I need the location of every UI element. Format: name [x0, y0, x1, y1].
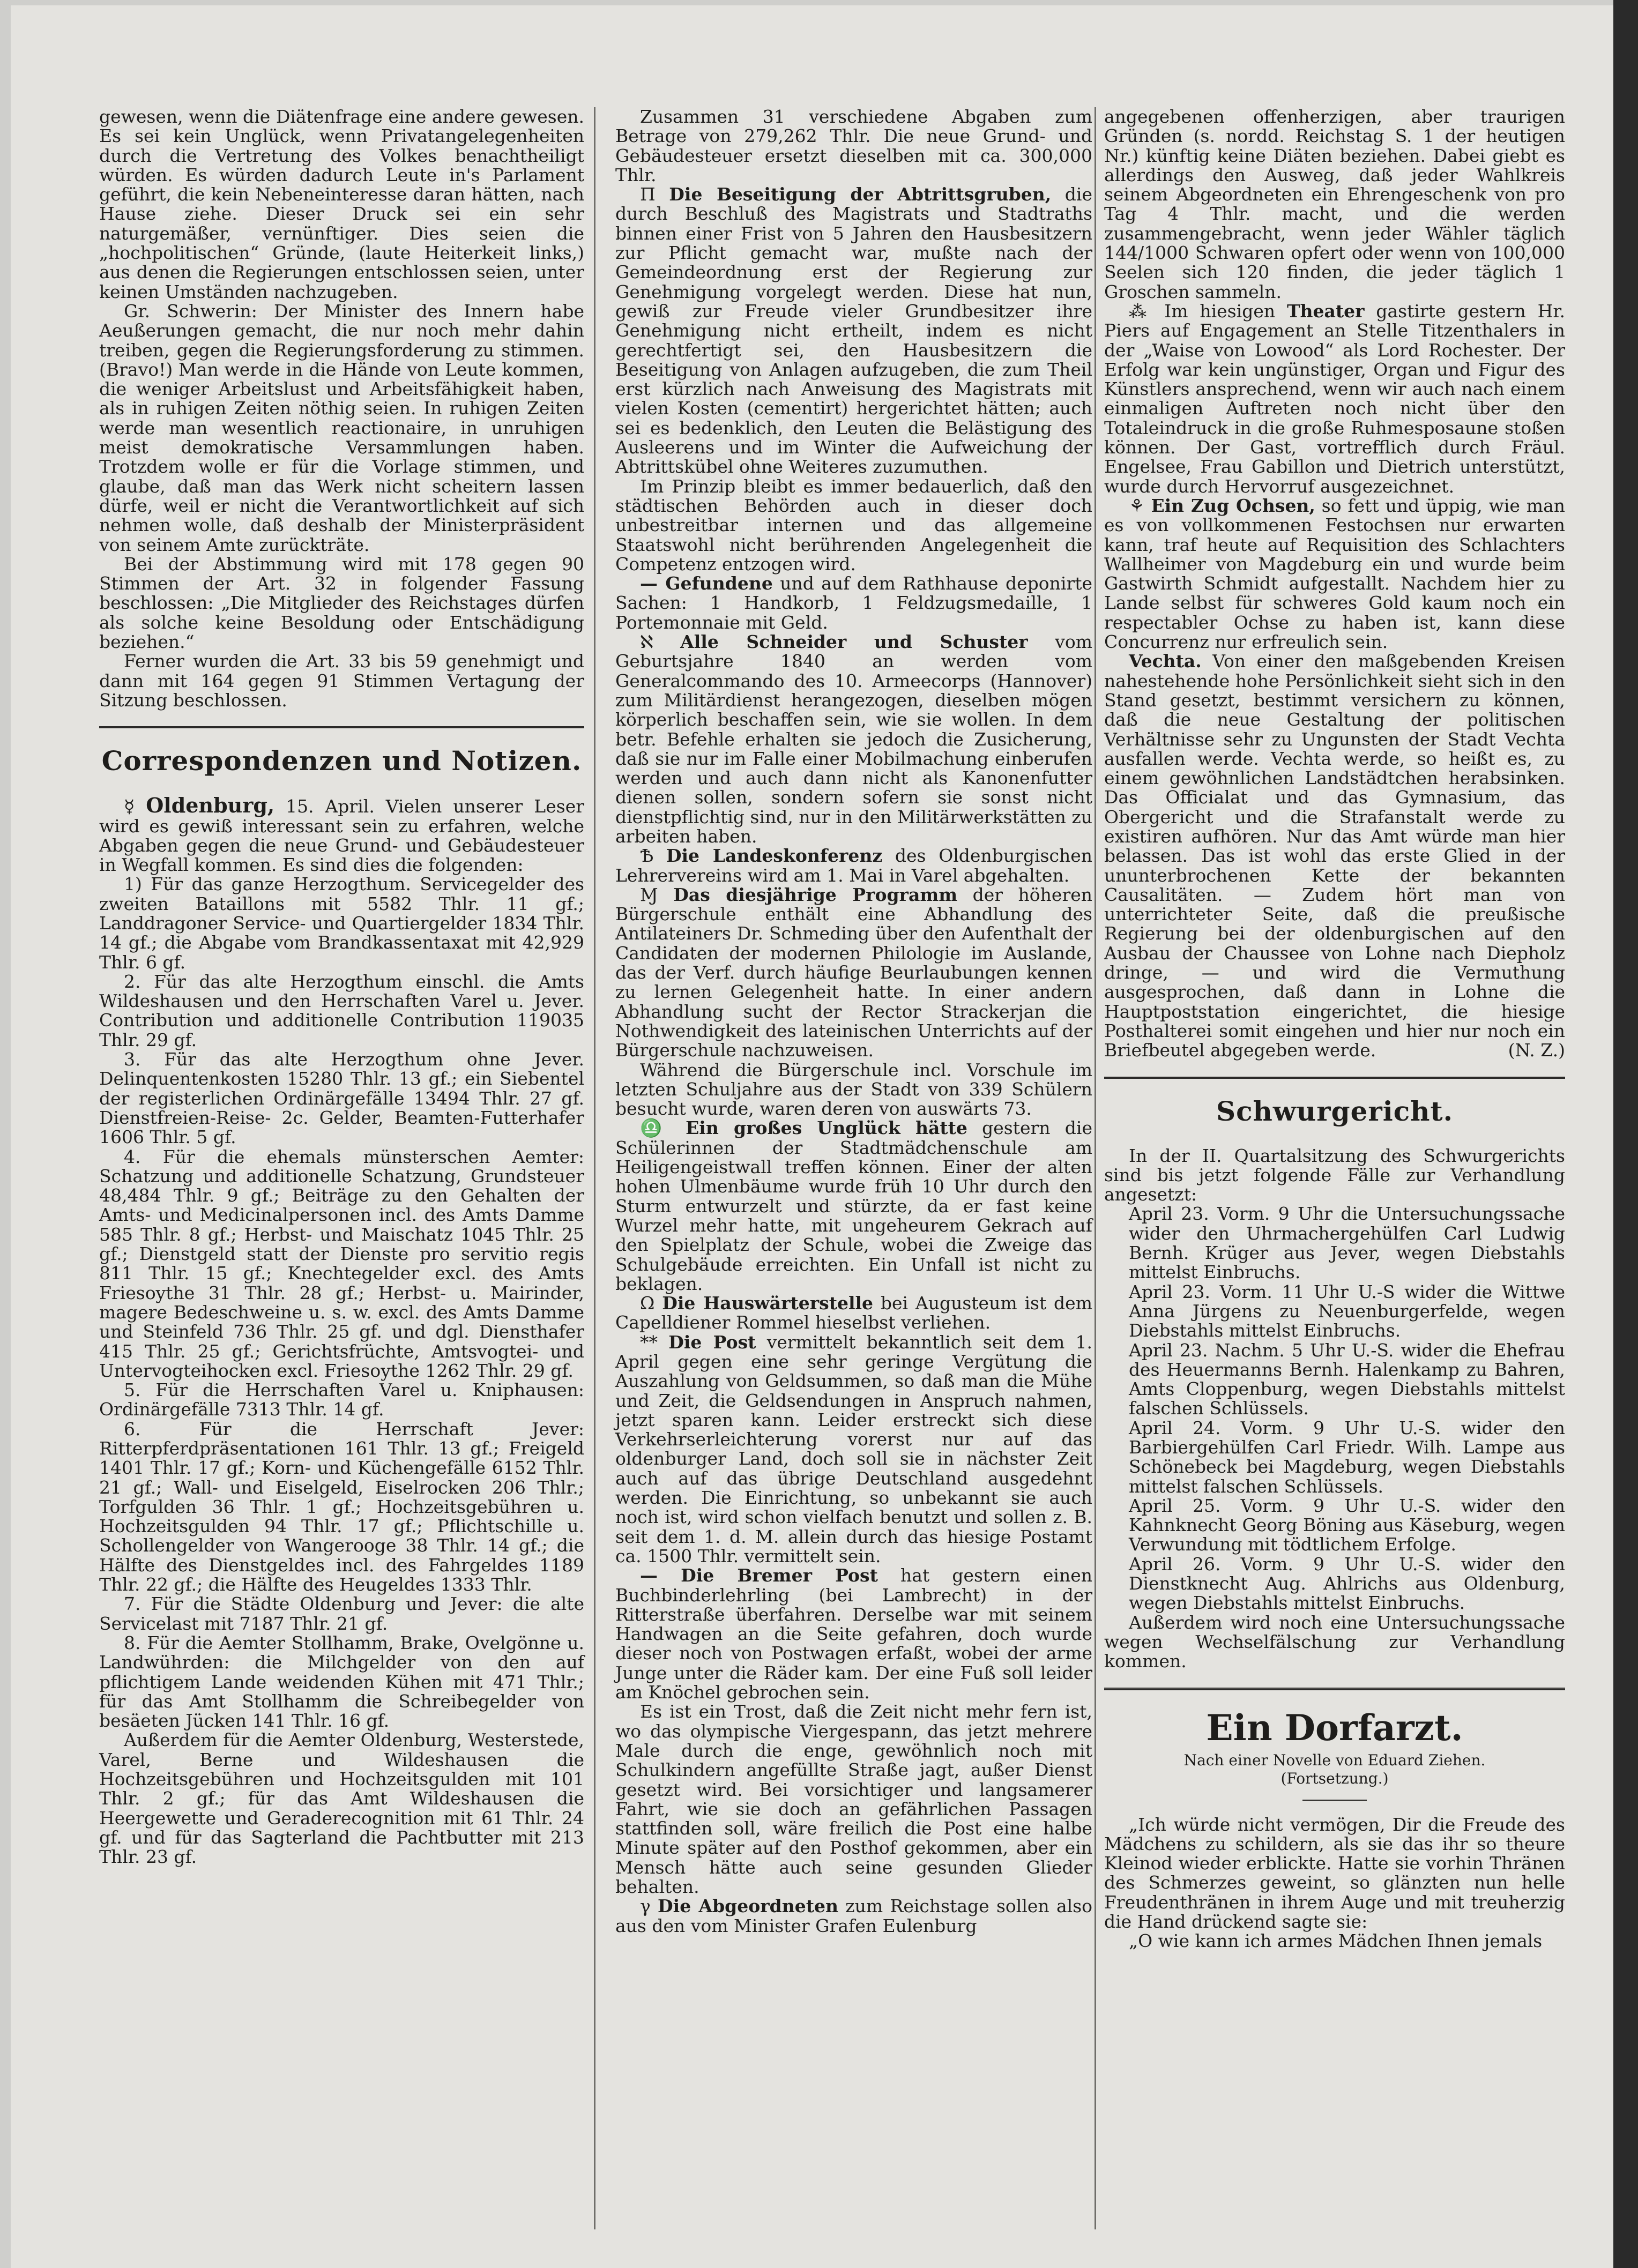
- lead-text: Die Hauswärterstelle: [662, 1293, 874, 1314]
- lead-text: Die Beseitigung der Abtrittsgruben,: [669, 184, 1052, 205]
- paragraph: Während die Bürgerschule incl. Vorschule im letzten Schuljahre aus der Stadt von 339 Schülern besucht wurde, waren deren von auswärts 73.: [615, 1059, 1092, 1120]
- list-item: 7. Für die Städte Oldenburg und Jever: die alte Servicelast mit 7187 Thlr. 21 gf.: [99, 1593, 584, 1634]
- scan-edge: [1613, 0, 1638, 2268]
- feuilleton-title: Ein Dorfarzt.: [1206, 1706, 1463, 1749]
- list-item: 4. Für die ehemals münsterschen Aemter: Schatzung und additionelle Schatzung, Grundsteuer 48,484 Thlr. 9 gf.; Beiträge zu den Gehalten der Amts- und Medicinalpersonen incl. des Amts Damme 585 Thlr. 8 gf.; Herbst- und Maischatz 1045 Thlr. 25 gf.; Dienstgeld statt der Dienste pro servitio regis 811 Thlr. 15 gf.; Knechtegelder excl. des Amts Friesoythe 31 Thlr. 28 gf.; Herbst- u. Mairinder, magere Bedeschweine u. s. w. excl. des Amts Damme und Steinfeld 736 Thlr. 25 gf. und dgl. Diensthafer 415 Thlr. 25 gf.; Gerichtsfrüchte, Amtsvogtei- und Untervogteihocken excl. Friesoythe 1262 Thlr. 29 gf.: [99, 1146, 584, 1381]
- paragraph: ℵ Alle Schneider und Schuster vom Geburtsjahre 1840 an werden vom Generalcommando des 10. Armeecorps (Hannover) zum Militärdienst herangezogen, dieselben mögen körperlich beschaffen sein, wie sie wollen. In dem betr. Befehle erhalten sie jedoch die Zusicherung, daß sie nur im Falle einer Mobilmachung einberufen werden und auch dann nicht als Kanonenfutter dienen sollen, sondern sofern sie sonst nicht dienstpflichtig sind, nur in den Militärwerkstätten zu arbeiten haben.: [615, 631, 1092, 847]
- list-item: 3. Für das alte Herzogthum ohne Jever. Delinquentenkosten 15280 Thlr. 13 gf.; ein Siebentel der registerlichen Ordinärgefälle 13494 Thlr. 27 gf. Dienstfreien-Reise- 2c. Gelder, Beamten-Futterhafer 1606 Thlr. 5 gf.: [99, 1049, 584, 1148]
- feuilleton-continuation: (Fortsetzung.): [1280, 1769, 1389, 1787]
- lead-text: Ein großes Unglück hätte: [686, 1117, 967, 1139]
- lead-text: Theater: [1286, 300, 1365, 322]
- lead-text: Vechta.: [1129, 651, 1202, 672]
- lead-text: — Die Bremer Post: [640, 1565, 878, 1586]
- paragraph: ⚘ Ein Zug Ochsen, so fett und üppig, wie man es von vollkommenen Festochsen nur erwarten kann, traf heute auf Requisition des Schlachters Wallheimer von Magdeburg ein und wurde beim Gastwirth Schmidt aufgestallt. Nachdem hier zu Lande selbst für schweres Gold kaum noch ein respectabler Ochse zu haben ist, kann diese Concurrenz nur erfreulich sein.: [1104, 495, 1566, 653]
- column-divider: [594, 107, 595, 2229]
- paragraph: „Ich würde nicht vermögen, Dir die Freude des Mädchens zu schildern, als sie das ihr so theure Kleinod wieder erblickte. Hatte sie vorhin Thränen des Schmerzes geweint, so glänzten nun helle Freudenthränen in ihrem Auge und mit treuherzig die Hand drückend sagte sie:: [1104, 1814, 1565, 1933]
- list-item: 5. Für die Herrschaften Varel u. Kniphausen: Ordinärgefälle 7313 Thlr. 14 gf.: [99, 1379, 584, 1420]
- paragraph: In der II. Quartalsitzung des Schwurgerichts sind bis jetzt folgende Fälle zur Verhandlung angesetzt:: [1104, 1145, 1565, 1205]
- paragraph: — Die Bremer Post hat gestern einen Buchbinderlehrling (bei Lambrecht) in der Ritterstraße überfahren. Derselbe war mit seinem Handwagen an die Seite gefahren, doch wurde dieser noch von Postwagen erfaßt, wobei der arme Junge unter die Räder kam. Der eine Fuß soll leider am Knöchel gebrochen sein.: [615, 1565, 1093, 1703]
- paragraph: Im Prinzip bleibt es immer bedauerlich, daß den städtischen Behörden auch in dieser doch unbestreitbar internen und das allgemeine Staatswohl nicht berührenden Angelegenheit die Competenz entzogen wird.: [615, 475, 1092, 575]
- list-item: 2. Für das alte Herzogthum einschl. die Amts Wildeshausen und den Herrschaften Varel u. Jever. Contribution und additionelle Contribution 119035 Thlr. 29 gf.: [99, 971, 584, 1050]
- lead-text: Alle Schneider und Schuster: [680, 631, 1028, 653]
- paragraph: Außerdem wird noch eine Untersuchungssache wegen Wechselfälschung zur Verhandlung kommen.: [1104, 1612, 1565, 1672]
- paragraph: Ferner wurden die Art. 33 bis 59 genehmigt und dann mit 164 gegen 91 Stimmen Vertagung der Sitzung beschlossen.: [99, 651, 584, 711]
- case-item: April 25. Vorm. 9 Uhr U.-S. wider den Kahnknecht Georg Böning aus Käseburg, wegen Verwundung mit tödtlichem Erfolge.: [1129, 1495, 1565, 1555]
- paragraph: Gr. Schwerin: Der Minister des Innern habe Aeußerungen gemacht, die nur noch mehr dahin treiben, gegen die Regierungsforderung zu stimmen. (Bravo!) Man werde in die Hände von Leute kommen, die weniger Arbeitslust und Arbeitsfähigkeit haben, als in ruhigen Zeiten nöthig seien. In ruhigen Zeiten werde man wesentlich reactionaire, in unruhigen meist demokratische Versammlungen haben. Trotzdem wolle er für die Vorlage stimmen, und glaube, daß man das Werk nicht scheitern lassen dürfe, weil er nicht die Verantwortlichkeit auf sich nehmen wolle, daß deshalb der Ministerpräsident von seinem Amte zurückträte.: [99, 300, 584, 555]
- column-right: [1104, 107, 1565, 1951]
- paragraph: Ω Die Hauswärterstelle bei Augusteum ist dem Capelldiener Rommel hieselbst verliehen.: [615, 1293, 1092, 1333]
- paragraph: [99, 793, 584, 876]
- paragraph: Bei der Abstimmung wird mit 178 gegen 90 Stimmen der Art. 32 in folgender Fassung beschlossen: „Die Mitglieder des Reichstages dürfen als solche keine Besoldung oder Entschädigung beziehen.“: [99, 553, 584, 653]
- paragraph: ♎ Ein großes Unglück hätte gestern die Schülerinnen der Stadtmädchenschule am Heiligengeistwall treffen können. Einer der alten hohen Ulmenbäume wurde früh 10 Uhr durch den Sturm entwurzelt und stürzte, da er fast keine Wurzel mehr hatte, mit ungeheurem Gekrach auf den Spielplatz der Schule, wobei die Zweige das Schulgebäude erreichten. Ein Unfall ist nicht zu beklagen.: [615, 1117, 1092, 1294]
- paragraph: Es ist ein Trost, daß die Zeit nicht mehr fern ist, wo das olympische Viergespann, das jetzt mehrere Male durch die enge, gewöhnlich noch mit Schulkindern angefüllte Straße jagt, außer Dienst gesetzt wird. Bei vorsichtiger und langsamerer Fahrt, wie sie doch an gefährlichen Passagen stattfinden soll, wäre freilich die Post eine halbe Minute später auf den Posthof gekommen, aber ein Mensch hätte auch seine gesunden Glieder behalten.: [615, 1701, 1092, 1898]
- column-middle: [615, 107, 1092, 1936]
- section-heading: Correspondenzen und Notizen.: [101, 745, 582, 777]
- feuilleton-byline: Nach einer Novelle von Eduard Ziehen.: [1183, 1751, 1486, 1769]
- case-item: April 23. Vorm. 9 Uhr die Untersuchungssache wider den Uhrmachergehülfen Carl Ludwig Bernh. Krüger aus Jever, wegen Diebstahls mittelst Einbruchs.: [1129, 1203, 1565, 1283]
- list-item: 1) Für das ganze Herzogthum. Servicegelder des zweiten Bataillons mit 5582 Thlr. 11 gf.; Landdragoner Service- und Quartiergelder 1834 Thlr. 14 gf.; die Abgabe vom Brandkassentaxat mit 42,929 Thlr. 6 gf.: [99, 874, 584, 973]
- paragraph: ⁂ Im hiesigen Theater gastirte gestern Hr. Piers auf Engagement an Stelle Titzenthalers in der „Waise von Lowood“ als Lord Rochester. Der Erfolg war kein ungünstiger, Organ und Figur des Künstlers ansprechend, wenn wir auch nach einem einmaligen Auftreten noch nicht über den Totaleindruck in die große Ruhmesposaune stoßen können. Der Gast, vortrefflich durch Fräul. Engelsee, Frau Gabillon und Dietrich unterstützt, wurde durch Hervorruf ausgezeichnet.: [1104, 300, 1565, 497]
- section-heading: Schwurgericht.: [1216, 1095, 1454, 1127]
- paragraph: „O wie kann ich armes Mädchen Ihnen jemals: [1129, 1930, 1543, 1952]
- paragraph: Vechta. Von einer den maßgebenden Kreisen nahestehende hohe Persönlichkeit sieht sich in den Stand gesetzt, bestimmt versichern zu können, daß die neue Gestaltung der politischen Verhältnisse sehr zu Ungunsten der Stadt Vechta ausfallen werde. Vechta werde, so heißt es, zu einem gewöhnlichen Landstädtchen herabsinken. Das Officialat und das Gymnasium, das Obergericht und die Strafanstalt werde zu existiren aufhören. Nur das Amt würde man hier belassen. Das ist wohl das erste Glied in der ununterbrochenen Kette der bekannten Causalitäten. — Zudem hört man von unterrichteter Seite, daß die preußische Regierung bei der oldenburgischen auf den Ausbau der Chaussee von Lohne nach Diepholz dringe, — und wird die Vermuthung ausgesprochen, daß dann in Lohne die Hauptpoststation eingerichtet, die hiesige Posthalterei somit eingehen und hier nur noch ein Briefbeutel abgegeben werde. (N. Z.): [1104, 651, 1565, 1061]
- lead-text: Die Abgeordneten: [658, 1896, 838, 1917]
- lead-text: — Gefundene: [640, 573, 773, 594]
- section-rule: [99, 726, 584, 728]
- lead-text: Die Landeskonferenz: [666, 845, 883, 867]
- paragraph: angegebenen offenherzigen, aber traurigen Gründen (s. nordd. Reichstag S. 1 der heutigen Nr.) künftig keine Diäten beziehen. Dabei giebt es allerdings den Ausweg, daß jeder Wahlkreis seinem Abgeordneten ein Ehrengeschenk von pro Tag 4 Thlr. macht, und die werden zusammengebracht, wenn jeder Wähler täglich 144/1000 Schwaren opfert oder wenn von 100,000 Seelen sich 120 finden, die jeder täglich 1 Groschen sammeln.: [1104, 106, 1565, 302]
- case-item: April 26. Vorm. 9 Uhr U.-S. wider den Dienstknecht Aug. Ahlrichs aus Oldenburg, wegen Diebstahls mittelst Einbruchs.: [1129, 1553, 1565, 1614]
- list-item: 6. Für die Herrschaft Jever: Ritterpferdpräsentationen 161 Thlr. 13 gf.; Freigeld 1401 Thlr. 17 gf.; Korn- und Küchengefälle 6152 Thlr. 21 gf.; Wall- und Eiselgeld, Eiselrocken 206 Thlr.; Torfgulden 36 Thlr. 1 gf.; Hochzeitsgebühren u. Hochzeitsgulden 94 Thlr. 17 gf.; Pflichtschille u. Schollengelder von Wangerooge 38 Thlr. 14 gf.; die Hälfte des Dienstgeldes incl. des Fahrgeldes 1189 Thlr. 22 gf.; die Hälfte des Heugeldes 1333 Thlr.: [99, 1418, 584, 1595]
- section-rule: [1104, 1688, 1565, 1692]
- short-rule: [1302, 1800, 1367, 1801]
- newspaper-page: [11, 5, 1613, 2268]
- paragraph: — Gefundene und auf dem Rathhause deponirte Sachen: 1 Handkorb, 1 Feldzugsmedaille, 1 Portemonnaie mit Geld.: [615, 573, 1093, 633]
- case-item: April 23. Vorm. 11 Uhr U.-S wider die Wittwe Anna Jürgens zu Neuenburgerfelde, wegen Diebstahls mittelst Einbruchs.: [1129, 1281, 1565, 1341]
- list-item: 8. Für die Aemter Stollhamm, Brake, Ovelgönne u. Landwührden: die Milchgelder von den auf pflichtigem Lande weidenden Kühen mit 471 Thlr.; für das Amt Stollhamm die Schreibegelder von besäeten Jücken 141 Thlr. 16 gf.: [99, 1632, 584, 1732]
- section-sign: ☿: [124, 796, 135, 817]
- source-signature: (N. Z.): [1508, 1040, 1565, 1061]
- paragraph: γ Die Abgeordneten zum Reichstage sollen also aus den vom Minister Grafen Eulenburg: [615, 1896, 1092, 1936]
- case-item: April 23. Nachm. 5 Uhr U.-S. wider die Ehefrau des Heuermanns Bernh. Halenkamp zu Bahren, Amts Cloppenburg, wegen Diebstahls mittelst falschen Schlüssels.: [1129, 1339, 1565, 1419]
- paragraph: Π Die Beseitigung der Abtrittsgruben, die durch Beschluß des Magistrats und Stadtraths binnen einer Frist von 5 Jahren den Hausbesitzern zur Pflicht gemacht war, mußte nach der Gemeindeordnung erst der Regierung zur Genehmigung vorgelegt werden. Diese hat nun, gewiß zur Freude vieler Grundbesitzer ihre Genehmigung nicht ertheilt, indem es nicht gerechtfertigt sei, den Hausbesitzern die Beseitigung von Anlagen aufzugeben, die zum Theil erst kürzlich nach Anweisung des Magistrats mit vielen Kosten (cementirt) hergerichtet hätten; auch sei es bedenklich, den Leuten die Belästigung des Ausleerens und im Winter die Aufweichung der Abtrittskübel ohne Weiteres zuzumuthen.: [615, 184, 1092, 478]
- lead-text: Ein Zug Ochsen,: [1151, 495, 1315, 516]
- column-divider: [1095, 107, 1096, 2229]
- paragraph: gewesen, wenn die Diätenfrage eine andere gewesen. Es sei kein Unglück, wenn Privatangelegenheiten durch die Vertretung des Volkes benachtheiligt würden. Es würden dadurch Leute in's Parlament geführt, die kein Nebeneinteresse daran hätten, nach Hause ziehe. Dieser Druck sei ein sehr naturgemäßer, vernünftiger. Dies seien die „hochpolitischen“ Gründe, (laute Heiterkeit links,) aus denen die Regierungen entschlossen seien, unter keinen Umständen nachzugeben.: [99, 106, 584, 302]
- paragraph-text: 15. April. Vielen unserer Leser wird es gewiß interessant sein zu erfahren, welche Abgaben gegen die neue Grund- und Gebäudesteuer in Wegfall kommen. Es sind dies die folgenden:: [99, 796, 584, 876]
- paragraph: Ѣ Die Landeskonferenz des Oldenburgischen Lehrervereins wird am 1. Mai in Varel abgehalten.: [615, 845, 1092, 886]
- lead-text: Das diesjährige Programm: [673, 884, 958, 905]
- dateline: Oldenburg,: [146, 793, 275, 818]
- paragraph: Zusammen 31 verschiedene Abgaben zum Betrage von 279,262 Thlr. Die neue Grund- und Gebäudesteuer ersetzt dieselben mit ca. 300,000 Thlr.: [615, 106, 1092, 185]
- column-left: [99, 107, 584, 1867]
- list-item: Außerdem für die Aemter Oldenburg, Westerstede, Varel, Berne und Wildeshausen die Hochzeitsgebühren und Hochzeitsgulden mit 101 Thlr. 2 gf.; für das Amt Wildeshausen die Heergewette und Geraderecognition mit 61 Thlr. 24 gf. und für das Sagterland die Pachtbutter mit 213 Thlr. 23 gf.: [99, 1729, 584, 1868]
- lead-text: Die Post: [668, 1331, 756, 1353]
- case-item: April 24. Vorm. 9 Uhr U.-S. wider den Barbiergehülfen Carl Friedr. Wilh. Lampe aus Schönebeck bei Magdeburg, wegen Diebstahls mittelst falschen Schlüssels.: [1129, 1417, 1565, 1497]
- paragraph: Ɱ Das diesjährige Programm der höheren Bürgerschule enthält eine Abhandlung des Antilateiners Dr. Schmeding über den Aufenthalt der Candidaten der modernen Philologie im Auslande, das der Verf. durch häufige Beurlaubungen kennen zu lernen Gelegenheit hatte. In einer andern Abhandlung sucht der Rector Strackerjan die Nothwendigkeit des lateinischen Unterrichts auf der Bürgerschule nachzuweisen.: [615, 884, 1092, 1061]
- section-rule: [1104, 1077, 1565, 1079]
- paragraph: ** Die Post vermittelt bekanntlich seit dem 1. April gegen eine sehr geringe Vergütung die Auszahlung von Geldsummen, so daß man die Mühe und Zeit, die Geldsendungen in Anspruch nahmen, jetzt sparen kann. Leider erstreckt sich diese Verkehrserleichterung vorerst nur auf das oldenburger Land, doch soll sie in nächster Zeit auch auf das übrige Deutschland ausgedehnt werden. Die Einrichtung, so unbekannt sie auch noch ist, wird schon vielfach benutzt und sollen z. B. seit dem 1. d. M. allein durch das hiesige Postamt ca. 1500 Thlr. vermittelt sein.: [615, 1331, 1093, 1566]
